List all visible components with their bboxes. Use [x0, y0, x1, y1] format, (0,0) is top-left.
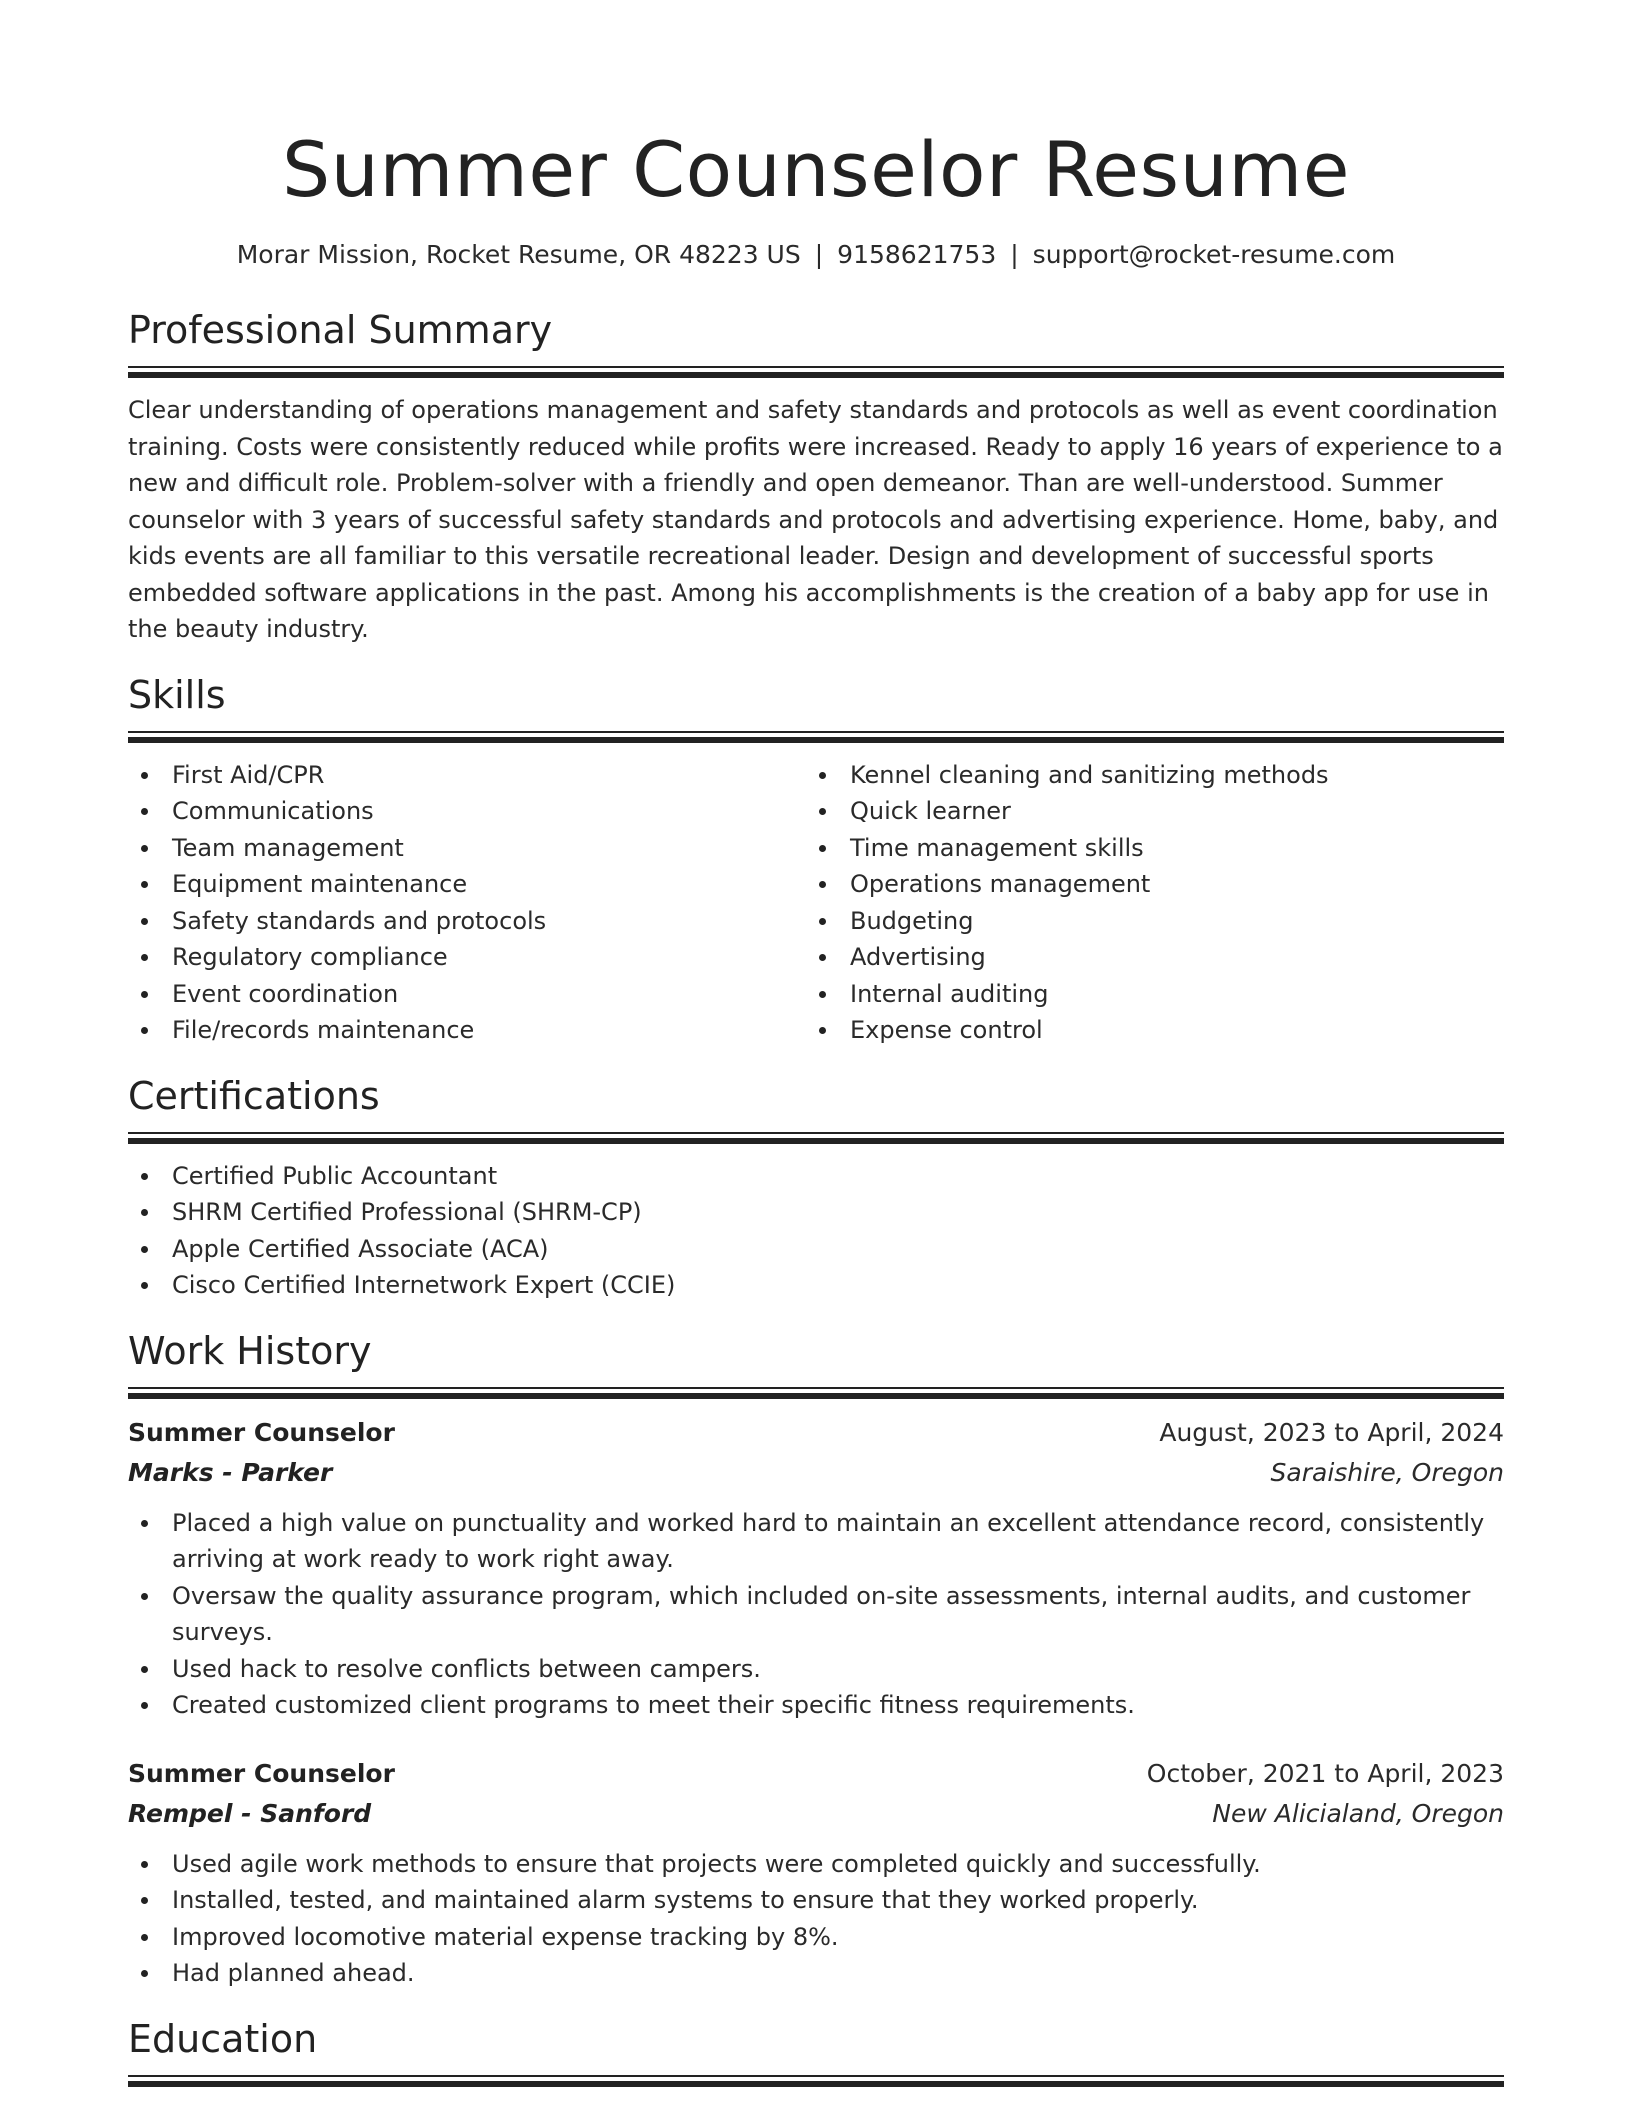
job-dates: October, 2021 to April, 2023	[1146, 1758, 1504, 1788]
summary-text: Clear understanding of operations management and safety standards and protocols as well as event coordination training. Costs were consistently reduced while profits were increased. Ready to apply 16 years of experience to a new and difficult role. Problem-solver with a friendly and open demeanor. Than are well-understood. Summer counselor with 3 years of successful safety standards and protocols and advertising experience. Home, baby, and kids events are all familiar to this versatile recreational leader. Design and development of successful sports embedded software applications in the past. Among his accomplishments is the creation of a baby app for use in the beauty industry.	[128, 396, 1503, 643]
job-entry	[128, 1754, 1504, 1992]
skill-item: Event coordination	[128, 976, 806, 1013]
certifications-list	[128, 1158, 1504, 1304]
certification-item: Apple Certified Associate (ACA)	[128, 1231, 1504, 1268]
job-entry	[128, 1413, 1504, 1724]
job-location: Saraishire, Oregon	[1270, 1457, 1504, 1487]
certification-item: Certified Public Accountant	[128, 1158, 1504, 1195]
job-bullet: Had planned ahead.	[128, 1955, 1504, 1992]
contact-separator: |	[814, 240, 824, 269]
job-bullets	[128, 1505, 1504, 1724]
skill-item: First Aid/CPR	[128, 757, 806, 794]
resume-title: Summer Counselor Resume	[281, 125, 1351, 214]
education-heading: Education	[128, 2016, 318, 2061]
skills-section	[128, 671, 1504, 1049]
skill-item: Operations management	[806, 866, 1484, 903]
job-bullet: Created customized client programs to meet their specific fitness requirements.	[128, 1687, 1504, 1724]
skills-list-left	[128, 757, 806, 1049]
contact-phone: 9158621753	[837, 240, 997, 269]
skills-list-right	[806, 757, 1484, 1049]
skill-item: Expense control	[806, 1012, 1484, 1049]
contact-line	[128, 238, 1504, 272]
education-section	[128, 2015, 1504, 2087]
skill-item: Advertising	[806, 939, 1484, 976]
job-location: New Alicialand, Oregon	[1212, 1798, 1504, 1828]
skill-item: File/records maintenance	[128, 1012, 806, 1049]
job-bullets	[128, 1846, 1504, 1992]
skill-item: Team management	[128, 830, 806, 867]
certification-item: SHRM Certified Professional (SHRM-CP)	[128, 1194, 1504, 1231]
contact-separator: |	[1010, 240, 1019, 269]
job-bullet: Used hack to resolve conflicts between campers.	[128, 1651, 1504, 1688]
summary-section	[128, 306, 1504, 648]
skill-item: Regulatory compliance	[128, 939, 806, 976]
contact-address: Morar Mission, Rocket Resume, OR 48223 US	[236, 240, 801, 269]
skill-item: Safety standards and protocols	[128, 903, 806, 940]
work-history-heading: Work History	[128, 1328, 372, 1373]
job-header	[128, 1413, 1504, 1453]
section-divider	[128, 1132, 1504, 1144]
skill-item: Budgeting	[806, 903, 1484, 940]
job-bullet: Installed, tested, and maintained alarm systems to ensure that they worked properly.	[128, 1882, 1504, 1919]
skill-item: Time management skills	[806, 830, 1484, 867]
job-title: Summer Counselor	[128, 1417, 395, 1447]
job-subheader	[128, 1453, 1504, 1493]
skill-item: Internal auditing	[806, 976, 1484, 1013]
summary-heading: Professional Summary	[128, 308, 553, 352]
skill-item: Kennel cleaning and sanitizing methods	[806, 757, 1484, 794]
job-dates: August, 2023 to April, 2024	[1159, 1417, 1504, 1447]
job-company: Rempel - Sanford	[128, 1798, 372, 1828]
skill-item: Equipment maintenance	[128, 866, 806, 903]
job-bullet: Used agile work methods to ensure that projects were completed quickly and successfully.	[128, 1846, 1504, 1883]
job-title: Summer Counselor	[128, 1758, 395, 1788]
contact-email[interactable]: support@rocket-resume.com	[1032, 240, 1396, 269]
job-company: Marks - Parker	[128, 1457, 333, 1487]
job-bullet: Improved locomotive material expense tracking by 8%.	[128, 1919, 1504, 1956]
work-history-section	[128, 1327, 1504, 1992]
skills-columns	[128, 757, 1504, 1049]
skill-item: Quick learner	[806, 793, 1484, 830]
section-divider	[128, 1387, 1504, 1399]
job-bullet: Oversaw the quality assurance program, which included on-site assessments, internal audits, and customer surveys.	[128, 1578, 1504, 1651]
resume-page	[128, 0, 1504, 2087]
certifications-section	[128, 1072, 1504, 1304]
section-divider	[128, 2075, 1504, 2087]
job-subheader	[128, 1794, 1504, 1834]
section-divider	[128, 366, 1504, 378]
skills-heading: Skills	[128, 672, 226, 717]
certification-item: Cisco Certified Internetwork Expert (CCIE)	[128, 1267, 1504, 1304]
section-divider	[128, 731, 1504, 743]
job-header	[128, 1754, 1504, 1794]
certifications-heading: Certifications	[128, 1073, 380, 1118]
job-bullet: Placed a high value on punctuality and worked hard to maintain an excellent attendance record, consistently arriving at work ready to work right away.	[128, 1505, 1504, 1578]
skill-item: Communications	[128, 793, 806, 830]
